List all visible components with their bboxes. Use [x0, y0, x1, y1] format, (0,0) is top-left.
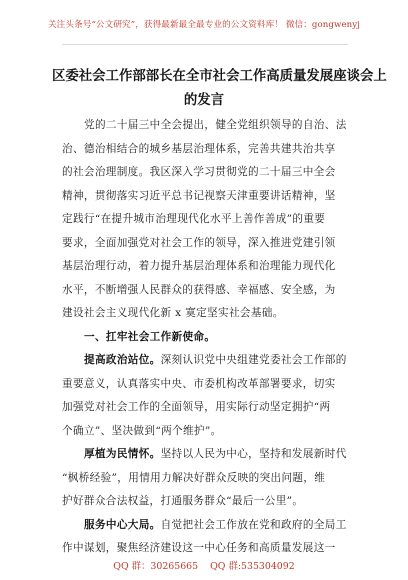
document-title-line-2: 的发言: [183, 92, 225, 108]
paragraph-first-line: [62, 349, 352, 373]
paragraph-line: 护好群众合法权益，打通服务群众“最后一公里”。: [62, 495, 304, 507]
intro-line: 的社会治理制度。我区深入学习贯彻党的二十届三中全会: [62, 166, 336, 178]
header-banner: 关注头条号“公文研究”，获得最新最全最专业的公文资料库！ 微信：gongwenyj: [47, 20, 361, 30]
document-title-line-1: 区委社会工作部部长在全市社会工作高质量发展座谈会上: [52, 68, 387, 84]
paragraph-line: 重要意义，认真落实中央、市委机构改革部署要求，切实: [62, 377, 336, 390]
paragraph-lead: 提高政治站位。: [84, 354, 161, 366]
section-heading: 一、扛牢社会工作新使命。: [84, 330, 216, 343]
footer-contact: [0, 558, 408, 572]
intro-line: 治、德治相结合的城乡基层治理体系，完善共建共治共享: [62, 142, 336, 155]
document-body: [62, 114, 352, 561]
paragraph-text: 坚持以人民为中心，坚持和发展新时代: [160, 448, 347, 460]
intro-line: 水平，不断增强人民群众的获得感、幸福感、安全感，为: [62, 283, 336, 296]
paragraph-text: 自觉把社会工作放在党和政府的全局工: [160, 518, 347, 531]
footer-qq-group-1: QQ 群：30265665: [113, 561, 199, 572]
paragraph-lead: 厚植为民情怀。: [84, 448, 161, 460]
intro-line: 基层治理行动，着力提升基层治理体系和治理能力现代化: [62, 260, 336, 272]
footer-qq-group-2: QQ 群:535304092: [210, 561, 295, 572]
paragraph-first-line: [62, 443, 352, 467]
paragraph-line: 个确立”、坚决做到“两个维护”。: [62, 424, 222, 437]
paragraph-text: 深刻认识党中央组建党委社会工作部的: [160, 354, 347, 366]
paragraph-lead: 服务中心大局。: [84, 518, 161, 531]
header-divider: [62, 44, 348, 45]
paragraph-first-line: [62, 514, 352, 538]
intro-line: 精神，贯彻落实习近平总书记视察天津重要讲话精神，坚: [62, 189, 336, 202]
paragraph-line: 加强党对社会工作的全面领导，用实际行动坚定拥护“两: [62, 401, 331, 413]
paragraph-line: 作中谋划，聚焦经济建设这一中心任务和高质量发展这一: [62, 542, 336, 554]
paragraph-line: “枫桥经验”，用情用力解决好群众反映的突出问题，维: [62, 471, 326, 484]
intro-line: 党的二十届三中全会提出，健全党组织领导的自治、法: [84, 119, 347, 131]
intro-line: 要求，全面加强党对社会工作的领导，深入推进党建引领: [62, 236, 336, 249]
intro-line: 建设社会主义现代化新 x 寞定坚实社会基础。: [62, 307, 284, 319]
intro-line: 定践行“在提升城市治理现代化水平上善作善成”的重要: [62, 213, 326, 225]
